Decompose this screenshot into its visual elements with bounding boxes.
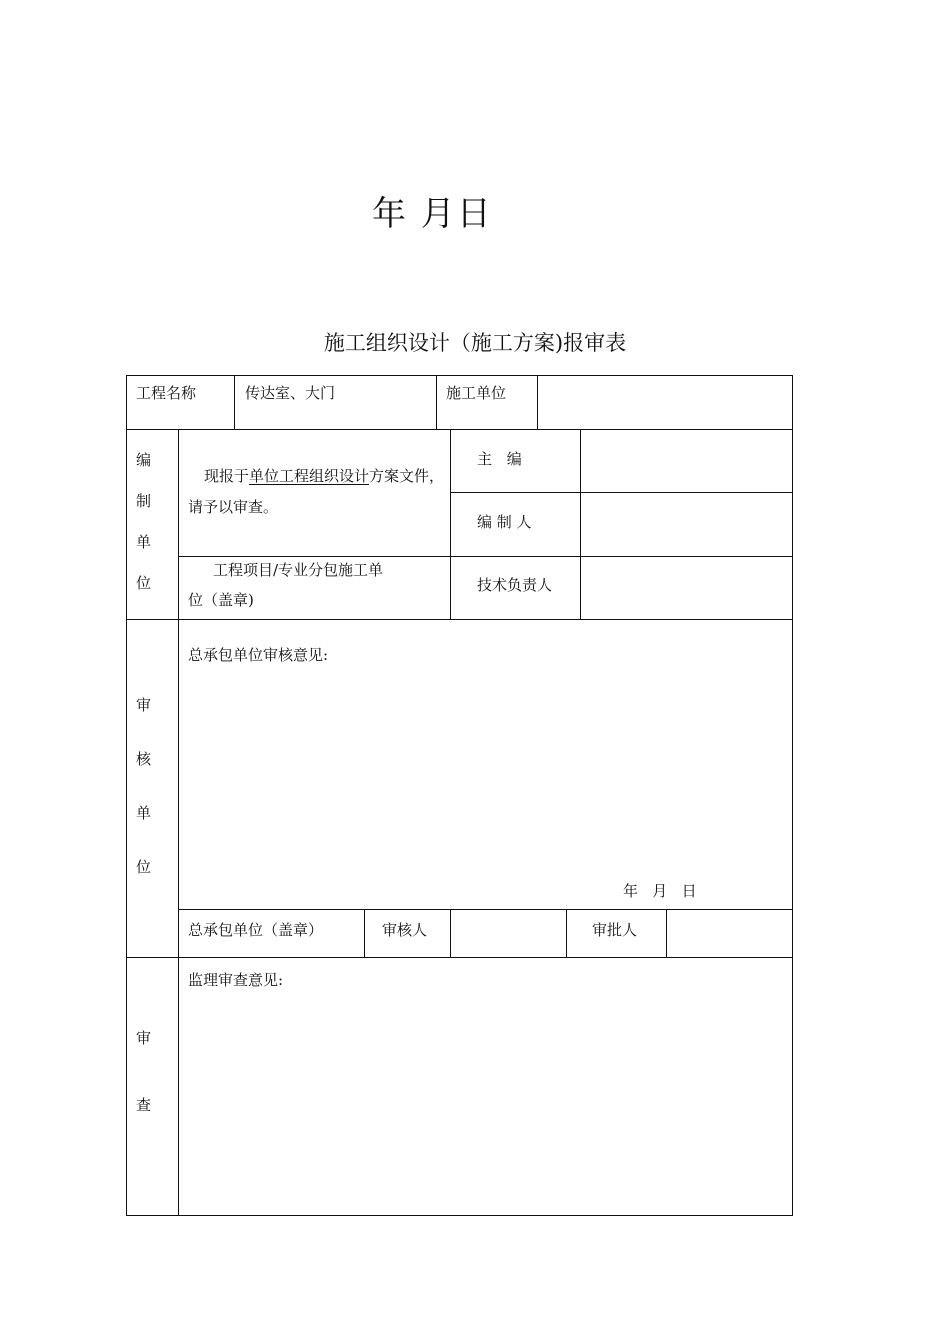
review-side-char: 审 [136,696,152,714]
table-border-left [126,375,127,1216]
col-divider [450,909,451,957]
submission-statement [188,461,446,523]
table-border-top [126,375,793,376]
row-divider [126,619,793,620]
review-side-char: 核 [136,750,152,768]
col-divider [436,375,437,429]
compile-side-char: 单 [136,533,152,551]
supervision-side-char: 查 [136,1096,152,1114]
reviewer-label: 审核人 [382,921,428,939]
statement-doc-type: 单位工程组织设计 [249,467,370,485]
review-side-char: 单 [136,804,152,822]
compiler-label: 编 制 人 [477,513,532,531]
col-divider [234,375,235,429]
compile-side-char: 制 [136,492,152,510]
subcontractor-unit-line2: 位（盖章) [188,591,254,609]
statement-suffix: 方案文件，请予以审查。 [188,467,445,516]
row-divider [450,492,793,493]
col-divider [566,909,567,957]
supervision-side-char: 审 [136,1029,152,1047]
approver-label: 审批人 [592,921,638,939]
form-title: 施工组织设计（施工方案)报审表 [323,331,627,355]
project-name-value: 传达室、大门 [245,384,336,402]
col-divider [537,375,538,429]
subcontractor-unit-line1: 工程项目/专业分包施工单 [213,561,384,579]
top-date-line: 年 月日 [372,194,493,234]
col-divider [666,909,667,957]
row-divider [178,909,793,910]
tech-lead-label: 技术负责人 [477,576,553,594]
review-date-label: 年 月 日 [623,882,697,900]
project-name-label: 工程名称 [136,384,197,402]
compile-side-char: 位 [136,574,152,592]
contractor-stamp-label: 总承包单位（盖章） [188,921,324,939]
statement-prefix: 现报于 [204,467,250,485]
table-border-right [792,375,793,1216]
contractor-review-opinion-label: 总承包单位审核意见: [188,646,329,664]
contractor-label: 施工单位 [446,384,507,402]
chief-editor-label: 主 编 [477,450,527,468]
row-divider [126,957,793,958]
col-divider [178,429,179,1215]
supervision-opinion-label: 监理审查意见: [188,971,284,989]
row-divider [126,429,793,430]
table-border-bottom [126,1215,793,1216]
row-divider [178,556,793,557]
review-side-char: 位 [136,858,152,876]
col-divider [580,429,581,619]
compile-side-char: 编 [136,451,152,469]
col-divider [450,429,451,619]
col-divider [364,909,365,957]
